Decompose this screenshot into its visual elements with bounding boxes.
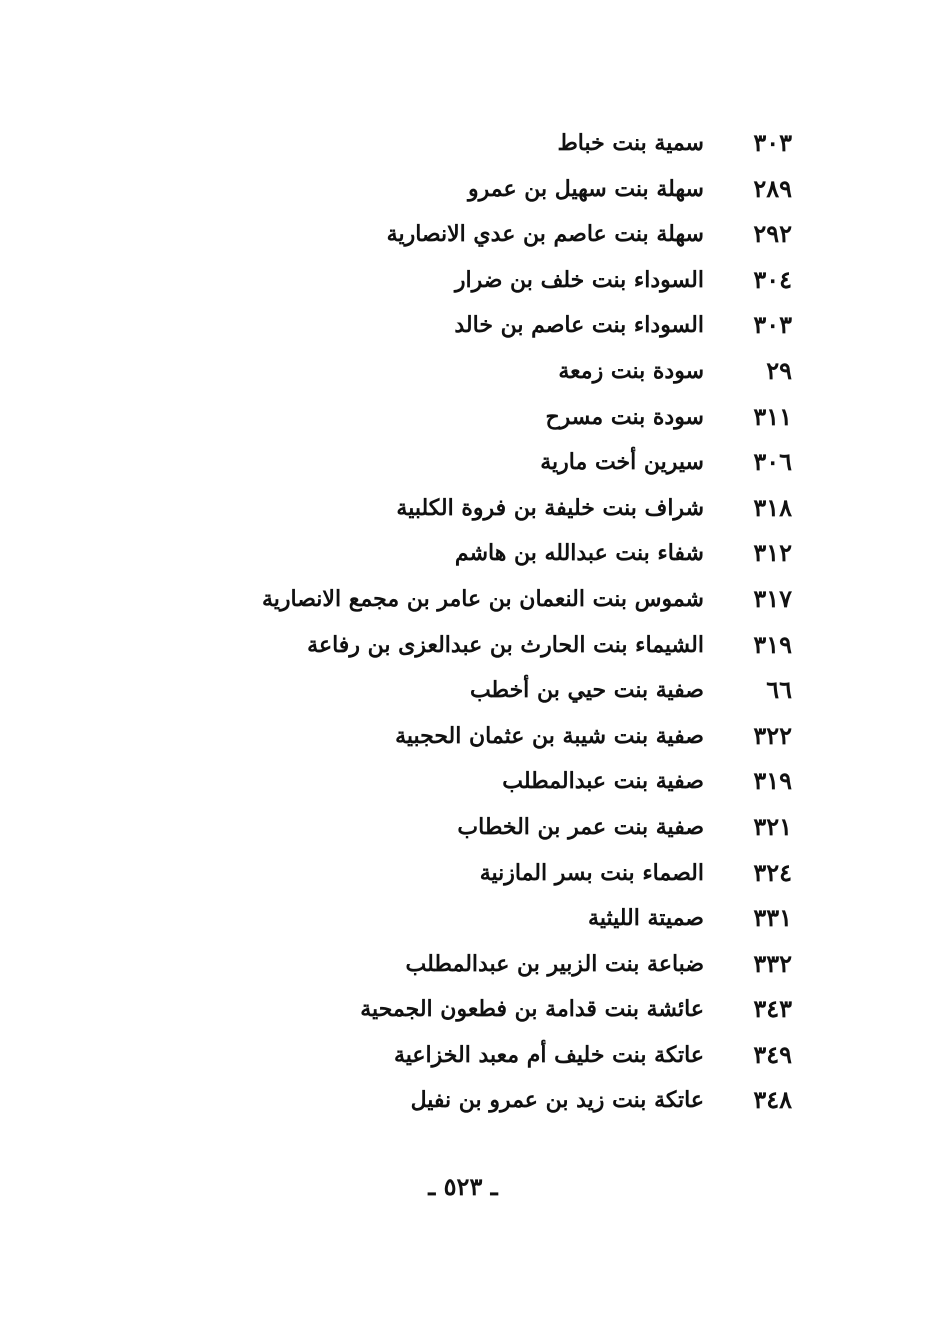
entry-name: ضباعة بنت الزبير بن عبدالمطلب: [405, 950, 704, 977]
index-entry: [0, 396, 926, 442]
entry-name: سهلة بنت عاصم بن عدي الانصارية: [386, 221, 704, 248]
index-entry: [0, 988, 926, 1034]
entry-page-number: ٣١١: [753, 401, 792, 431]
entry-page-number: ٢٩: [766, 355, 792, 385]
entry-name: الصماء بنت بسر المازنية: [479, 859, 704, 886]
index-entry: [0, 1034, 926, 1080]
entry-page-number: ٢٨٩: [753, 173, 792, 203]
entry-name: سمية بنت خباط: [557, 130, 704, 156]
entry-name: عاتكة بنت زيد بن عمرو بن نفيل: [410, 1087, 704, 1114]
entry-name: سودة بنت مسرح: [545, 403, 704, 430]
entry-name: شراف بنت خليفة بن فروة الكلبية: [396, 494, 704, 521]
entry-page-number: ٣٤٩: [753, 1039, 792, 1069]
entry-name: شموس بنت النعمان بن عامر بن مجمع الانصارية: [261, 585, 704, 612]
entry-name: السوداء بنت عاصم بن خالد: [454, 312, 704, 339]
entry-page-number: ٦٦: [766, 675, 792, 705]
index-entry: [0, 487, 926, 533]
entry-page-number: ٣٢٤: [753, 857, 792, 887]
index-entry: [0, 852, 926, 898]
index-entry: [0, 259, 926, 305]
entry-page-number: ٣٠٤: [753, 264, 792, 294]
index-entry: [0, 441, 926, 487]
index-entry: [0, 532, 926, 578]
index-entry: [0, 669, 926, 715]
entry-page-number: ٣٠٣: [753, 310, 792, 340]
entry-name: الشيماء بنت الحارث بن عبدالعزى بن رفاعة: [307, 631, 704, 658]
entry-name: صفية بنت شيبة بن عثمان الحجبية: [395, 722, 704, 749]
entry-page-number: ٢٩٢: [753, 219, 792, 249]
entry-page-number: ٣١٨: [753, 492, 792, 522]
entry-page-number: ٣٢٢: [753, 720, 792, 750]
entry-page-number: ٣١٢: [753, 538, 792, 568]
entry-name: عاتكة بنت خليف أم معبد الخزاعية: [394, 1041, 704, 1068]
entry-page-number: ٣٠٣: [753, 128, 792, 157]
entry-name: سودة بنت زمعة: [558, 357, 704, 384]
index-entry: [0, 122, 926, 168]
page-number-footer: ـ ٥٢٣ ـ: [428, 1172, 498, 1201]
index-entry: [0, 715, 926, 761]
index-entry: [0, 943, 926, 989]
index-entry: [0, 304, 926, 350]
index-entry: [0, 760, 926, 806]
entry-name: سهلة بنت سهيل بن عمرو: [467, 175, 704, 202]
entry-name: صفية بنت حيي بن أخطب: [469, 677, 704, 704]
index-entry: [0, 1079, 926, 1125]
entry-name: شفاء بنت عبدالله بن هاشم: [454, 540, 704, 567]
entry-page-number: ٣٢١: [753, 811, 792, 841]
entry-name: صفية بنت عبدالمطلب: [502, 768, 704, 795]
index-entry: [0, 624, 926, 670]
entry-name: سيرين أخت مارية: [540, 449, 704, 476]
index-entry: [0, 578, 926, 624]
entry-name: صميتة الليثية: [588, 905, 704, 932]
entry-page-number: ٣١٧: [753, 583, 792, 613]
entry-page-number: ٣١٩: [753, 629, 792, 659]
entry-name: عائشة بنت قدامة بن فطعون الجمحية: [360, 996, 704, 1023]
entry-name: السوداء بنت خلف بن ضرار: [454, 266, 704, 293]
entry-page-number: ٣٤٣: [753, 994, 792, 1024]
entry-page-number: ٣١٩: [753, 766, 792, 796]
index-entry: [0, 168, 926, 214]
entry-name: صفية بنت عمر بن الخطاب: [457, 813, 704, 840]
entry-page-number: ٣٣٢: [753, 948, 792, 978]
index-entry: [0, 806, 926, 852]
index-entry: [0, 350, 926, 396]
index-entry: [0, 897, 926, 943]
entry-page-number: ٣٣١: [753, 903, 792, 933]
index-entry: [0, 213, 926, 259]
entry-page-number: ٣٠٦: [753, 447, 792, 477]
entry-page-number: ٣٤٨: [753, 1085, 792, 1115]
index-list: [0, 122, 926, 1125]
